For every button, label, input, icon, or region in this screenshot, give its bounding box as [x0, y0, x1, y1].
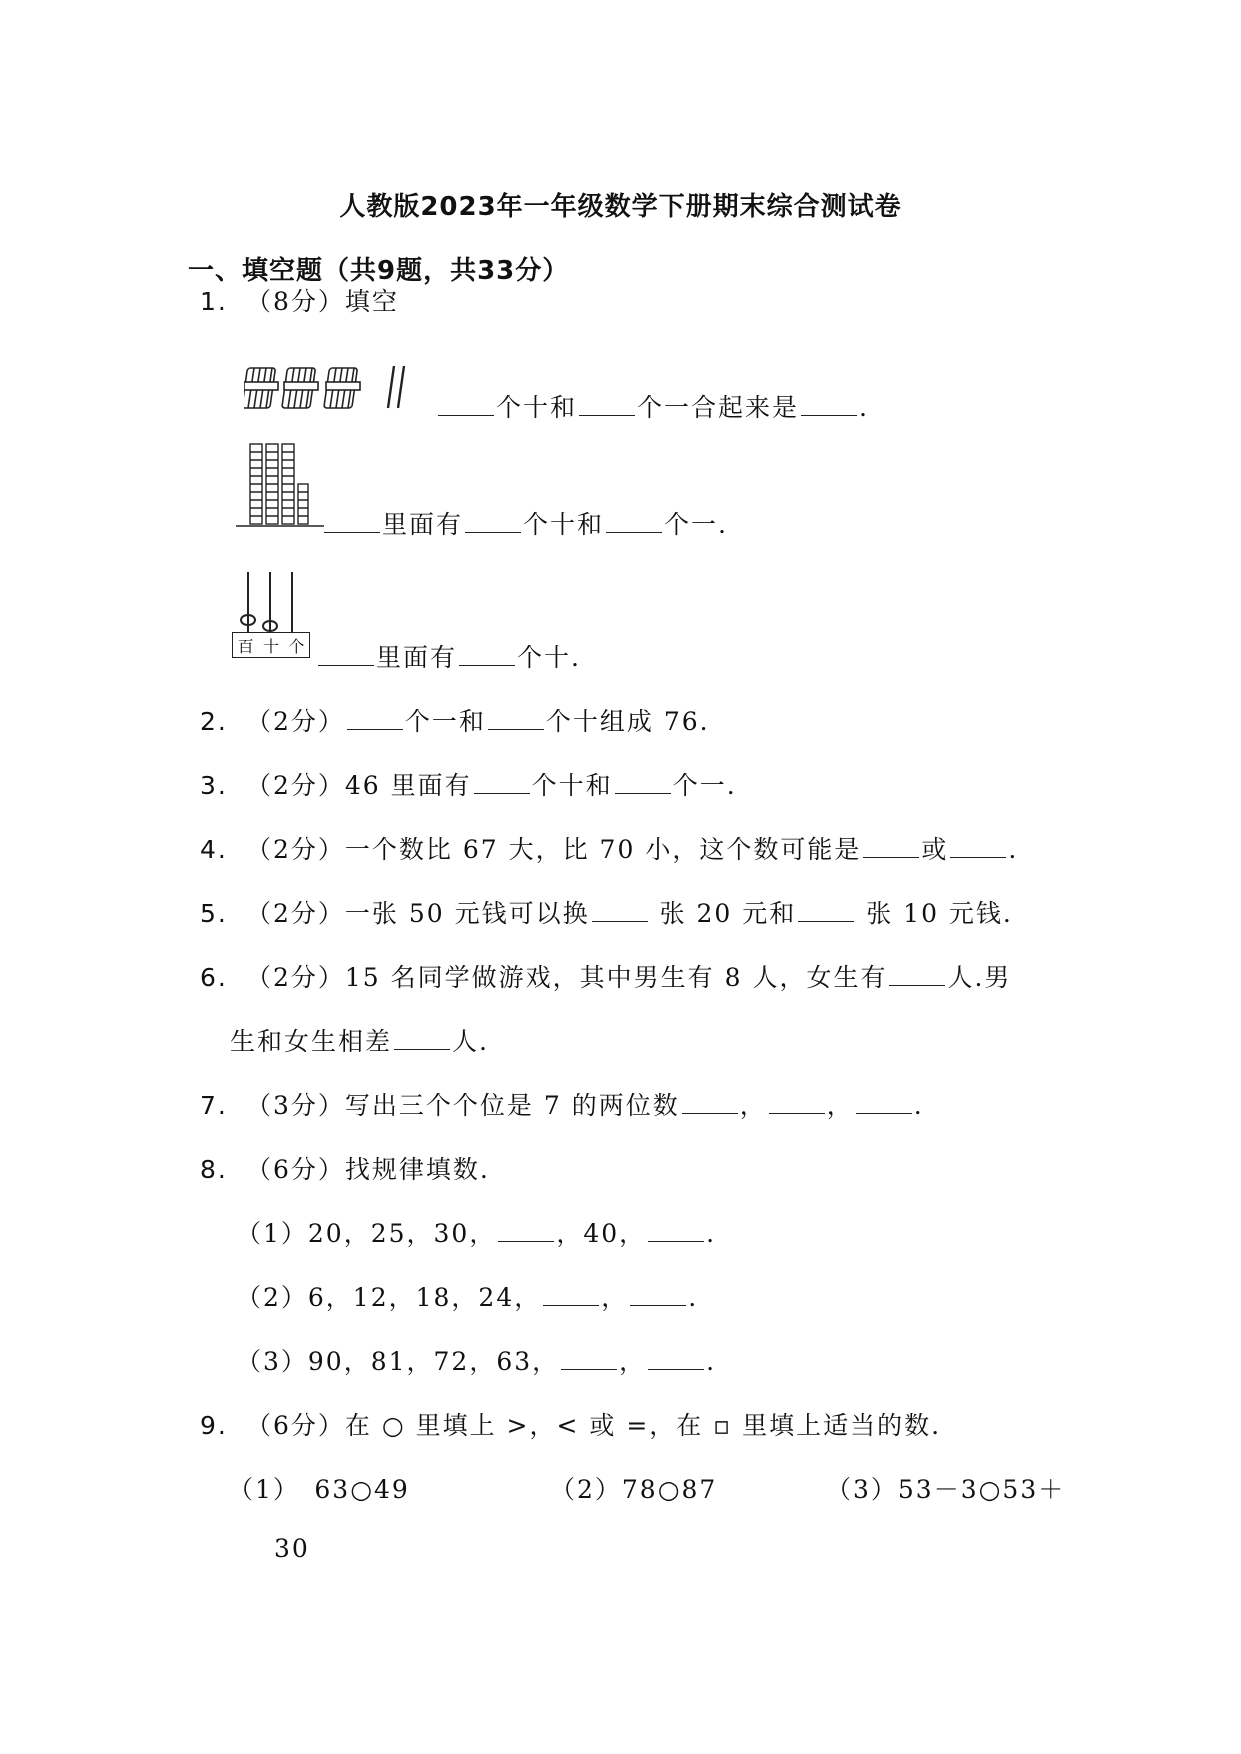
answer-blank[interactable] — [863, 835, 919, 858]
answer-blank[interactable] — [438, 393, 494, 416]
page-title: 人教版2023年一年级数学下册期末综合测试卷 — [339, 192, 902, 222]
question-1c: 里面有 个十. — [316, 638, 581, 674]
answer-blank[interactable] — [889, 963, 945, 986]
stick-bundles-image — [244, 364, 434, 416]
answer-blank[interactable] — [615, 771, 671, 794]
answer-blank[interactable] — [579, 393, 635, 416]
section-heading: 一、填空题（共9题，共33分） — [188, 256, 570, 286]
question-9-item-2: （2）78○87 — [550, 1475, 718, 1504]
answer-blank[interactable] — [648, 1219, 704, 1242]
question-4: 4. （2分）一个数比 67 大，比 70 小，这个数可能是 或 . — [200, 835, 1019, 864]
question-6-continued: 生和女生相差 人. — [230, 1027, 489, 1056]
answer-blank[interactable] — [459, 643, 515, 666]
question-6: 6. （2分）15 名同学做游戏，其中男生有 8 人，女生有 人.男 — [200, 963, 1012, 992]
abacus-image — [232, 570, 312, 660]
question-7: 7. （3分）写出三个个位是 7 的两位数 ， ， . — [200, 1091, 924, 1120]
answer-blank[interactable] — [682, 1091, 738, 1114]
answer-blank[interactable] — [543, 1283, 599, 1306]
answer-blank[interactable] — [347, 707, 403, 730]
answer-blank[interactable] — [606, 510, 662, 533]
question-3: 3. （2分）46 里面有 个十和 个一. — [200, 771, 737, 800]
answer-blank[interactable] — [801, 393, 857, 416]
place-value-blocks-image — [236, 440, 326, 528]
question-text: （8分）填空 — [246, 287, 399, 316]
answer-blank[interactable] — [769, 1091, 825, 1114]
question-9-item-3-continued: 30 — [274, 1534, 310, 1563]
question-1a: 个十和 个一合起来是 . — [436, 388, 869, 424]
question-1b: 里面有 个十和 个一. — [322, 505, 728, 541]
question-9-item-1: （1） 63○49 — [228, 1475, 410, 1504]
question-8-item-3: （3）90，81，72，63， ， . — [236, 1347, 717, 1376]
question-8: 8. （6分）找规律填数. — [200, 1155, 490, 1184]
answer-blank[interactable] — [318, 643, 374, 666]
answer-blank[interactable] — [324, 510, 380, 533]
question-2: 2. （2分） 个一和 个十组成 76. — [200, 707, 710, 736]
question-8-item-1: （1）20，25，30， ，40， . — [236, 1219, 717, 1248]
answer-blank[interactable] — [592, 899, 648, 922]
answer-blank[interactable] — [498, 1219, 554, 1242]
answer-blank[interactable] — [394, 1027, 450, 1050]
answer-blank[interactable] — [950, 835, 1006, 858]
answer-blank[interactable] — [465, 510, 521, 533]
answer-blank[interactable] — [561, 1347, 617, 1370]
answer-blank[interactable] — [856, 1091, 912, 1114]
abacus-label-box: 百 十 个 — [232, 632, 310, 658]
question-number: 1. — [200, 287, 228, 316]
abacus-rods — [232, 570, 312, 634]
answer-blank[interactable] — [798, 899, 854, 922]
question-9: 9. （6分）在 ○ 里填上 >，< 或 =，在 ▫ 里填上适当的数. — [200, 1411, 942, 1440]
question-9-item-3: （3）53－3○53＋ — [826, 1475, 1066, 1504]
question-5: 5. （2分）一张 50 元钱可以换 张 20 元和 张 10 元钱. — [200, 899, 1013, 928]
question-1 — [200, 282, 399, 318]
answer-blank[interactable] — [488, 707, 544, 730]
answer-blank[interactable] — [474, 771, 530, 794]
question-8-item-2: （2）6，12，18，24， ， . — [236, 1283, 699, 1312]
answer-blank[interactable] — [648, 1347, 704, 1370]
answer-blank[interactable] — [630, 1283, 686, 1306]
